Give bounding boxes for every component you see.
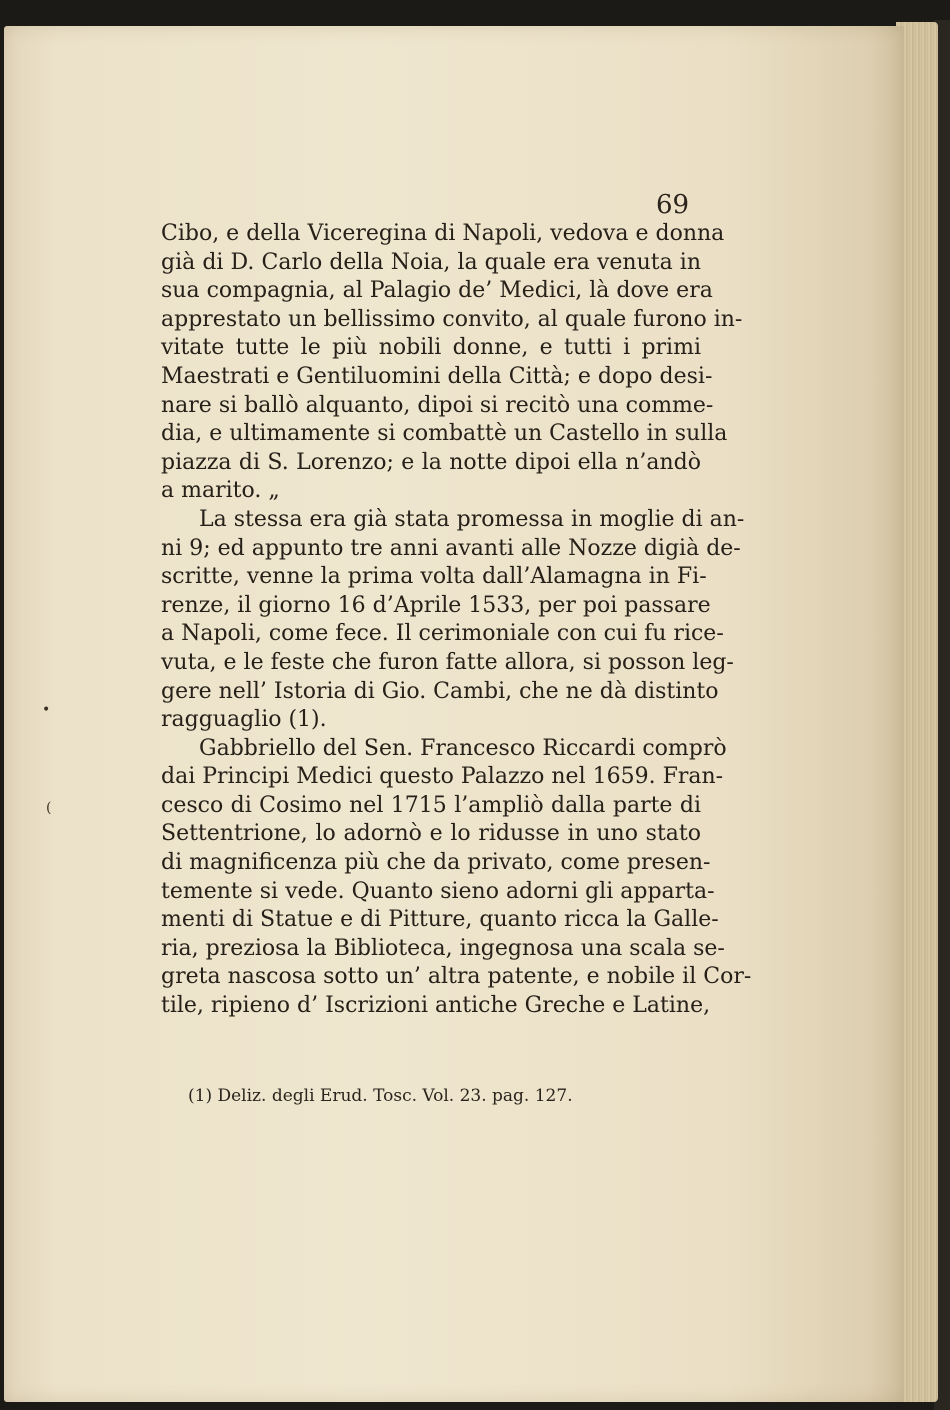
margin-dot: • [42,702,51,718]
text-line: vitate tutte le più nobili donne, e tutti i primi [161,335,701,361]
text-line: temente si vede. Quanto sieno adorni gli apparta- [161,878,715,904]
text-line: nare si ballò alquanto, dipoi si recitò una comme- [161,392,714,418]
paragraph-start-line: La stessa era già stata promessa in moglie di an- [199,506,745,532]
text-line: renze, il giorno 16 d’Aprile 1533, per poi passare [161,592,711,618]
text-line: ragguaglio (1). [161,707,327,733]
text-line: cesco di Cosimo nel 1715 l’ampliò dalla parte di [161,792,701,818]
text-line: gere nell’ Istoria di Gio. Cambi, che ne dà distinto [161,678,719,704]
margin-mark: ( [46,800,52,816]
text-line: vuta, e le feste che furon fatte allora, si posson leg- [161,649,734,675]
text-line: Settentrione, lo adornò e lo ridusse in uno stato [161,821,701,847]
text-line: Cibo, e della Viceregina di Napoli, vedova e donna [161,221,725,246]
page-number: 69 [656,190,690,220]
footnote: (1) Deliz. degli Erud. Tosc. Vol. 23. pag. 127. [188,1086,573,1106]
text-line: ni 9; ed appunto tre anni avanti alle Nozze digià de- [161,535,741,561]
paragraph-start-line: Gabbriello del Sen. Francesco Riccardi comprò [199,735,727,761]
text-line: dai Principi Medici questo Palazzo nel 1659. Fran- [161,764,724,790]
text-line: tile, ripieno d’ Iscrizioni antiche Greche e Latine, [161,993,711,1019]
text-line: di magnificenza più che da privato, come presen- [161,850,711,876]
text-line: a marito. „ [161,478,280,504]
text-line: greta nascosa sotto un’ altra patente, e nobile il Cor- [161,964,752,990]
text-line: a Napoli, come fece. Il cerimoniale con cui fu rice- [161,621,724,647]
text-line: dia, e ultimamente si combattè un Castello in sulla [161,421,728,447]
text-line: Maestrati e Gentiluomini della Città; e dopo desi- [161,363,713,389]
text-line: scritte, venne la prima volta dall’Alamagna in Fi- [161,564,707,590]
text-line: menti di Statue e di Pitture, quanto ricca la Galle- [161,907,719,933]
text-line: sua compagnia, al Palagio de’ Medici, là dove era [161,278,713,304]
text-line: ria, preziosa la Biblioteca, ingegnosa una scala se- [161,935,725,961]
text-line: piazza di S. Lorenzo; e la notte dipoi ella n’andò [161,449,701,475]
text-line: apprestato un bellissimo convito, al quale furono in- [161,306,743,332]
body-text [161,220,752,1021]
text-line: già di D. Carlo della Noia, la quale era venuta in [161,249,701,275]
